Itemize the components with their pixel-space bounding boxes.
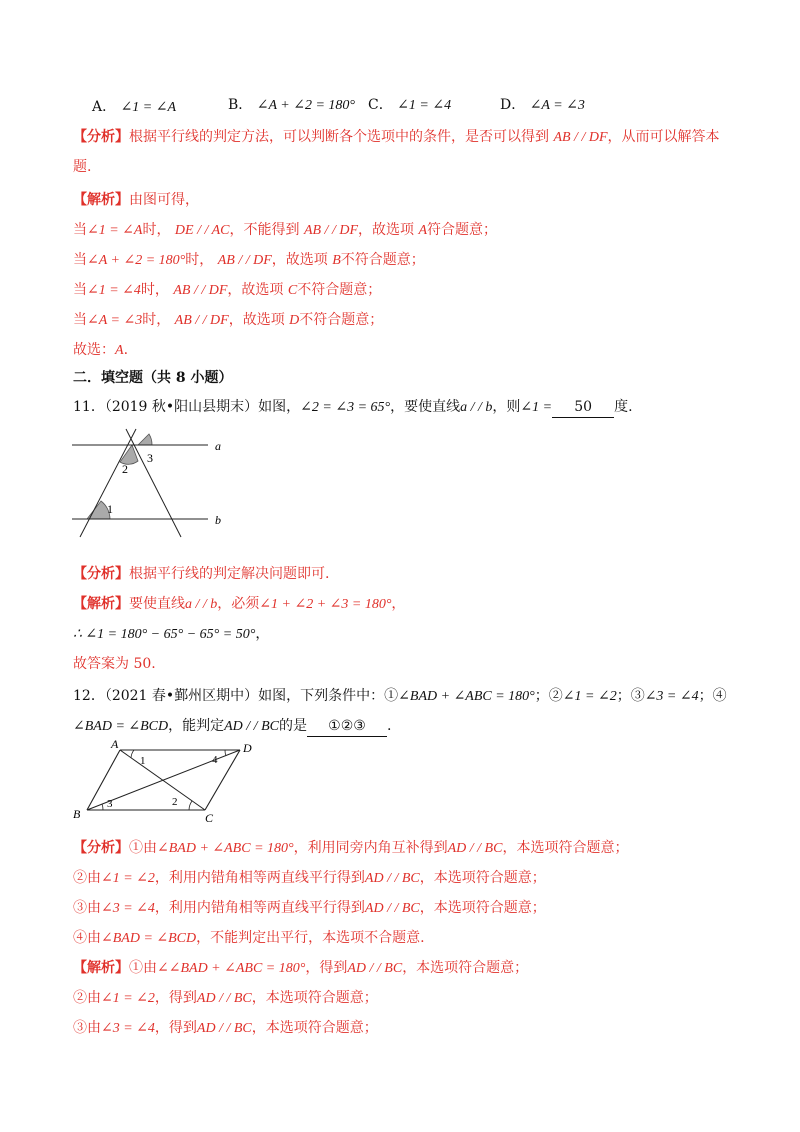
- q12-solution-2: ②由∠1 = ∠2，得到AD / / BC，本选项符合题意；: [73, 990, 378, 1006]
- q11-figure: [60, 425, 240, 540]
- option-a: A． ∠1 = ∠A: [92, 99, 177, 115]
- label-2: 2: [122, 462, 128, 476]
- label-3: 3: [147, 451, 153, 465]
- label-2: 2: [172, 796, 178, 808]
- q10-analysis-wrap: 题.: [73, 159, 92, 175]
- q10-case-2: 当∠A + ∠2 = 180°时， AB / / DF，故选项 B不符合题意；: [73, 252, 425, 268]
- option-b: B． ∠A + ∠2 = 180°: [228, 97, 356, 113]
- q10-solution-intro: 【解析】由图可得，: [73, 192, 199, 208]
- q10-case-4: 当∠A = ∠3时， AB / / DF，故选项 D不符合题意；: [73, 312, 384, 328]
- q11-solution: 【解析】要使直线a / / b，必须∠1 + ∠2 + ∠3 = 180°，: [73, 596, 406, 612]
- label-1: 1: [107, 502, 113, 516]
- angle3-arc: [102, 804, 103, 810]
- section-title: 二．填空题（共 8 小题）: [73, 370, 233, 386]
- q11-analysis: 【分析】根据平行线的判定解决问题即可.: [73, 566, 330, 582]
- q11-angle23-arc: [132, 434, 152, 445]
- q12-analysis-1: 【分析】①由∠BAD + ∠ABC = 180°，利用同旁内角互补得到AD / / BC，本选项符合题意；: [73, 840, 629, 856]
- q10-case-3: 当∠1 = ∠4时， AB / / DF，故选项 C不符合题意；: [73, 282, 382, 298]
- q11-answer-blank: 50: [552, 397, 614, 418]
- q10-answer: 故选：A.: [73, 342, 129, 358]
- label-vertex-a: A: [111, 738, 119, 751]
- label-vertex-d: D: [243, 741, 252, 755]
- side-ab: [87, 750, 120, 810]
- angle4-arc: [225, 750, 226, 756]
- q11-final: 故答案为 50.: [73, 656, 156, 672]
- label-a: a: [215, 439, 221, 453]
- q12-figure: [65, 738, 270, 826]
- q11-question: 11．（2019 秋•阳山县期末）如图，∠2 = ∠3 = 65°，要使直线a / / b，则∠1 = 50 度.: [73, 397, 633, 418]
- option-c: C． ∠1 = ∠4: [368, 97, 452, 113]
- q12-analysis-2: ②由∠1 = ∠2，利用内错角相等两直线平行得到AD / / BC，本选项符合题意；: [73, 870, 546, 886]
- q12-analysis-3: ③由∠3 = ∠4，利用内错角相等两直线平行得到AD / / BC，本选项符合题意；: [73, 900, 546, 916]
- label-vertex-c: C: [205, 811, 214, 825]
- q12-answer-blank: ①②③: [307, 716, 387, 737]
- q12-solution-1: 【解析】①由∠∠BAD + ∠ABC = 180°，得到AD / / BC，本选项符合题意；: [73, 960, 529, 976]
- q12-solution-3: ③由∠3 = ∠4，得到AD / / BC，本选项符合题意；: [73, 1020, 378, 1036]
- label-b: b: [215, 513, 221, 527]
- label-1: 1: [140, 755, 146, 767]
- q12-analysis-4: ④由∠BAD = ∠BCD，不能判定出平行，本选项不合题意.: [73, 930, 425, 946]
- angle2-arc: [189, 801, 192, 810]
- angle1-arc: [131, 750, 134, 758]
- q12-question: 12．（2021 春•鄞州区期中）如图，下列条件中：①∠BAD + ∠ABC = 180°；②∠1 = ∠2；③∠3 = ∠4；④: [73, 688, 727, 704]
- label-vertex-b: B: [73, 807, 81, 821]
- q10-case-1: 当∠1 = ∠A时， DE / / AC，不能得到 AB / / DF，故选项 A符合题意；: [73, 222, 498, 238]
- q10-analysis: 【分析】根据平行线的判定方法，可以判断各个选项中的条件，是否可以得到 AB / / DF，从而可以解答本: [73, 129, 720, 145]
- label-3: 3: [107, 798, 113, 810]
- side-dc: [205, 750, 240, 810]
- label-4: 4: [212, 754, 218, 766]
- q11-therefore: ∴ ∠1 = 180° − 65° − 65° = 50°，: [73, 626, 270, 642]
- option-d: D． ∠A = ∠3: [500, 97, 585, 113]
- q12-question-wrap: ∠BAD = ∠BCD，能判定AD / / BC的是 ①②③ .: [73, 716, 391, 737]
